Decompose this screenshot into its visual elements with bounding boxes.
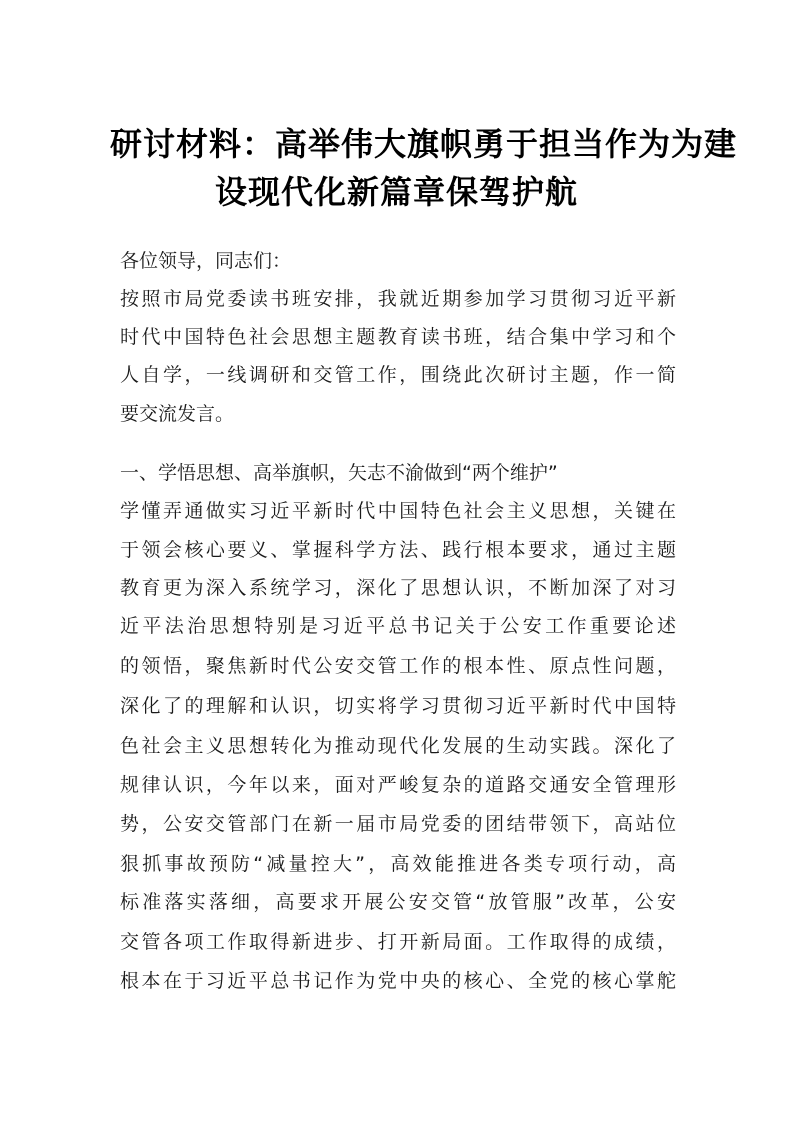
paragraph-line: 人自学，一线调研和交管工作，围绕此次研讨主题，作一简 <box>120 364 676 386</box>
document-title-line-1: 研讨材料：高举伟大旗帜勇于担当作为为建 <box>110 125 738 163</box>
paragraph-line: 势，公安交管部门在新一届市局党委的团结带领下，高站位 <box>120 813 676 835</box>
paragraph-line: 学懂弄通做实习近平新时代中国特色社会主义思想，关键在 <box>120 500 676 522</box>
paragraph-line: 狠抓事故预防“减量控大”，高效能推进各类专项行动，高 <box>120 853 676 875</box>
paragraph-line: 深化了的理解和认识，切实将学习贯彻习近平新时代中国特 <box>120 695 676 717</box>
paragraph-line: 教育更为深入系统学习，深化了思想认识，不断加深了对习 <box>120 577 676 599</box>
paragraph-line: 的领悟，聚焦新时代公安交管工作的根本性、原点性问题， <box>120 655 676 677</box>
section-heading: 一、学悟思想、高举旗帜，矢志不渝做到“两个维护” <box>120 462 558 484</box>
paragraph-line: 根本在于习近平总书记作为党中央的核心、全党的核心掌舵 <box>120 970 676 992</box>
paragraph-line: 近平法治思想特别是习近平总书记关于公安工作重要论述 <box>120 615 676 637</box>
paragraph-line: 标准落实落细，高要求开展公安交管“放管服”改革，公安 <box>120 891 676 913</box>
paragraph-line: 时代中国特色社会思想主题教育读书班，结合集中学习和个 <box>120 326 676 348</box>
paragraph-line: 要交流发言。 <box>120 403 235 425</box>
paragraph-line: 按照市局党委读书班安排，我就近期参加学习贯彻习近平新 <box>120 288 676 310</box>
paragraph-line: 色社会主义思想转化为推动现代化发展的生动实践。深化了 <box>120 735 676 757</box>
paragraph-line: 交管各项工作取得新进步、打开新局面。工作取得的成绩， <box>120 931 676 953</box>
document-title-line-2: 设现代化新篇章保驾护航 <box>214 173 578 211</box>
salutation: 各位领导，同志们： <box>120 250 292 272</box>
paragraph-line: 规律认识，今年以来，面对严峻复杂的道路交通安全管理形 <box>120 774 676 796</box>
paragraph-line: 于领会核心要义、掌握科学方法、践行根本要求，通过主题 <box>120 539 676 561</box>
